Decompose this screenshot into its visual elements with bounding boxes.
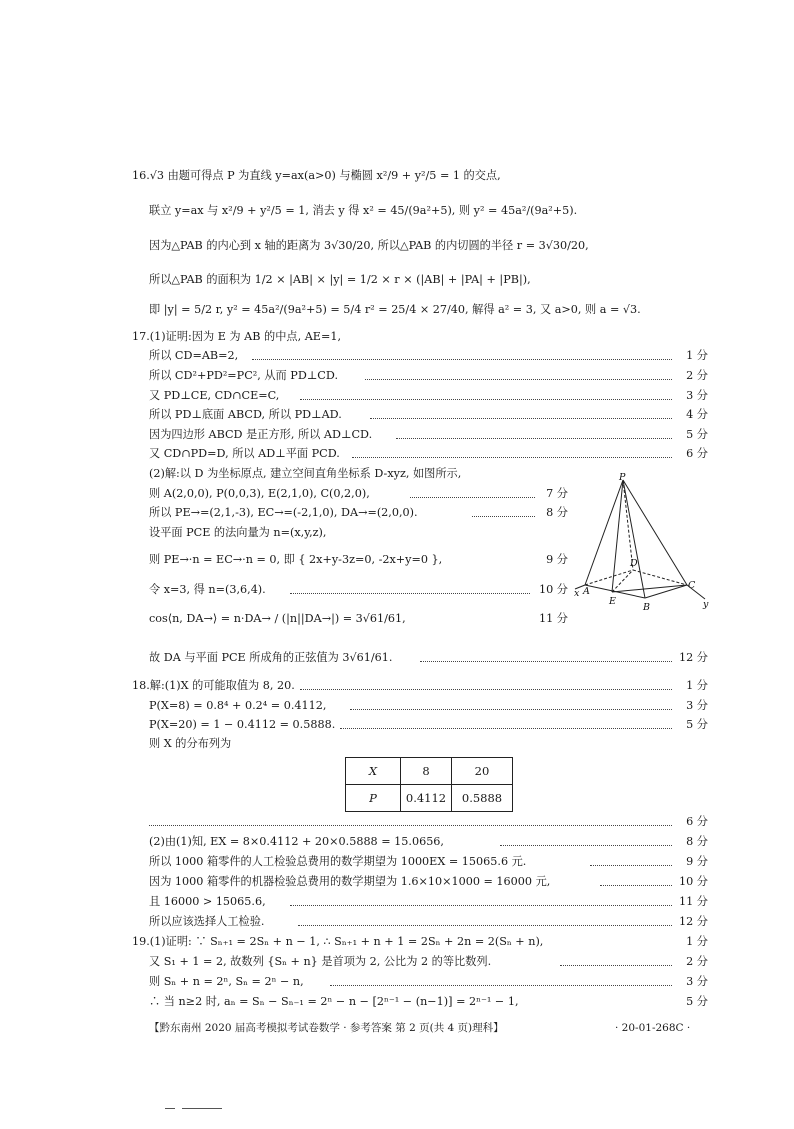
line-18-4 <box>0 734 794 754</box>
score: 12 分 <box>679 915 708 928</box>
line-text: 19.(1)证明: ∵ Sₙ₊₁ = 2Sₙ + n − 1, ∴ Sₙ₊₁ + n + 1 = 2Sₙ + 2n = 2(Sₙ + n), <box>132 935 544 948</box>
line-text: 因为四边形 ABCD 是正方形, 所以 AD⊥CD. <box>149 428 373 441</box>
score: 10 分 <box>539 583 568 596</box>
line-text: 因为△PAB 的内心到 x 轴的距离为 3√30/20, 所以△PAB 的内切圆的半径 r = 3√30/20, <box>149 239 589 252</box>
leader-dots <box>350 709 672 710</box>
table-cell: X <box>346 758 401 785</box>
score: 2 分 <box>686 955 708 968</box>
score: 1 分 <box>686 349 708 362</box>
leader-dots <box>149 825 672 826</box>
label-x: x <box>574 588 580 599</box>
leader-dots <box>410 497 535 498</box>
line-text: 17.(1)证明:因为 E 为 AB 的中点, AE=1, <box>132 330 342 343</box>
line-18-9 <box>0 892 794 912</box>
score: 10 分 <box>679 875 708 888</box>
line-text: 则 PE→·n = EC→·n = 0, 即 { 2x+y-3z=0, -2x+y=0 }, <box>149 553 443 566</box>
score: 3 分 <box>686 699 708 712</box>
leader-dots <box>420 661 672 662</box>
score: 6 分 <box>686 815 708 828</box>
leader-dots <box>290 593 530 594</box>
line-18-10 <box>0 912 794 932</box>
score: 5 分 <box>686 995 708 1008</box>
line-text: P(X=20) = 1 − 0.4112 = 0.5888. <box>149 718 336 731</box>
scan-mark <box>165 1108 175 1109</box>
score: 9 分 <box>686 855 708 868</box>
label-y: y <box>703 599 709 610</box>
line-text: 故 DA 与平面 PCE 所成角的正弦值为 3√61/61. <box>149 651 393 664</box>
line-17-3 <box>0 366 794 386</box>
line-16-4 <box>0 270 794 290</box>
footer-right: · 20-01-268C · <box>615 1022 691 1034</box>
line-text: 设平面 PCE 的法向量为 n=(x,y,z), <box>149 526 327 539</box>
score: 3 分 <box>686 975 708 988</box>
leader-dots <box>500 845 672 846</box>
score: 6 分 <box>686 447 708 460</box>
edge-PE <box>612 480 623 592</box>
line-text: 联立 y=ax 与 x²/9 + y²/5 = 1, 消去 y 得 x² = 45/(9a²+5), 则 y² = 45a²/(9a²+5). <box>149 204 578 217</box>
line-text: 又 PD⊥CE, CD∩CE=C, <box>149 389 280 402</box>
line-text: 因为 1000 箱零件的机器检验总费用的数学期望为 1.6×10×1000 = 16000 元, <box>149 875 551 888</box>
line-text: 则 A(2,0,0), P(0,0,3), E(2,1,0), C(0,2,0), <box>149 487 370 500</box>
label-P: P <box>619 472 626 483</box>
line-text: 则 X 的分布列为 <box>149 737 232 750</box>
line-18-7 <box>0 852 794 872</box>
leader-dots <box>300 689 672 690</box>
leader-dots <box>252 359 672 360</box>
score: 4 分 <box>686 408 708 421</box>
score: 9 分 <box>546 553 568 566</box>
line-text: 即 |y| = 5/2 r, y² = 45a²/(9a²+5) = 5/4 r² = 25/4 × 27/40, 解得 a² = 3, 又 a>0, 则 a = √3. <box>149 303 641 316</box>
score: 8 分 <box>686 835 708 848</box>
score: 5 分 <box>686 428 708 441</box>
line-text: cos⟨n, DA→⟩ = n·DA→ / (|n||DA→|) = 3√61/61, <box>149 612 406 625</box>
table-row <box>346 758 513 785</box>
edge-PA <box>585 480 623 585</box>
leader-dots <box>300 399 672 400</box>
score: 1 分 <box>686 935 708 948</box>
score: 1 分 <box>686 679 708 692</box>
line-text: 所以 PE→=(2,1,-3), EC→=(-2,1,0), DA→=(2,0,0). <box>149 506 418 519</box>
line-text: 令 x=3, 得 n=(3,6,4). <box>149 583 266 596</box>
line-17-5 <box>0 405 794 425</box>
label-D: D <box>630 558 638 569</box>
line-16-1 <box>0 166 794 186</box>
line-text: 18.解:(1)X 的可能取值为 8, 20. <box>132 679 295 692</box>
line-text: 又 S₁ + 1 = 2, 故数列 {Sₙ + n} 是首项为 2, 公比为 2 的等比数列. <box>149 955 492 968</box>
label-A: A <box>583 586 590 597</box>
line-text: 所以△PAB 的面积为 1/2 × |AB| × |y| = 1/2 × r × (|AB| + |PA| + |PB|), <box>149 273 531 286</box>
line-17-4 <box>0 386 794 406</box>
footer-left: 【黔东南州 2020 届高考模拟考试卷数学 · 参考答案 第 2 页(共 4 页)理科】 <box>149 1022 504 1034</box>
table-row <box>346 785 513 812</box>
pyramid-figure <box>575 470 715 615</box>
line-18-5 <box>0 812 794 832</box>
line-text: ∴ 当 n≥2 时, aₙ = Sₙ − Sₙ₋₁ = 2ⁿ − n − [2ⁿ⁻¹ − (n−1)] = 2ⁿ⁻¹ − 1, <box>149 995 519 1008</box>
line-text: 所以 PD⊥底面 ABCD, 所以 PD⊥AD. <box>149 408 342 421</box>
label-E: E <box>609 596 616 607</box>
line-16-2 <box>0 201 794 221</box>
line-text: 所以 1000 箱零件的人工检验总费用的数学期望为 1000EX = 15065.6 元. <box>149 855 527 868</box>
line-18-6 <box>0 832 794 852</box>
line-19-3 <box>0 972 794 992</box>
line-text: 16.√3 由题可得点 P 为直线 y=ax(a>0) 与椭圆 x²/9 + y²/5 = 1 的交点, <box>132 169 501 182</box>
line-17-15 <box>0 648 794 668</box>
scan-mark <box>182 1108 222 1109</box>
line-19-2 <box>0 952 794 972</box>
leader-dots <box>560 965 672 966</box>
score: 12 分 <box>679 651 708 664</box>
line-19-4 <box>0 992 794 1012</box>
label-B: B <box>643 602 650 613</box>
line-text: P(X=8) = 0.8⁴ + 0.2⁴ = 0.4112, <box>149 699 327 712</box>
leader-dots <box>290 905 672 906</box>
leader-dots <box>298 925 672 926</box>
line-text: (2)解:以 D 为坐标原点, 建立空间直角坐标系 D-xyz, 如图所示, <box>149 467 462 480</box>
line-17-1 <box>0 327 794 347</box>
leader-dots <box>396 438 672 439</box>
label-C: C <box>688 580 696 591</box>
table-cell: 8 <box>401 758 452 785</box>
edge-ED-hidden <box>612 570 633 592</box>
score: 5 分 <box>686 718 708 731</box>
line-text: 所以 CD²+PD²=PC², 从而 PD⊥CD. <box>149 369 338 382</box>
line-16-5 <box>0 300 794 320</box>
line-18-2 <box>0 696 794 716</box>
line-17-2 <box>0 346 794 366</box>
distribution-table <box>345 757 513 812</box>
leader-dots <box>340 728 672 729</box>
line-17-7 <box>0 444 794 464</box>
score: 8 分 <box>546 506 568 519</box>
line-text: 所以应该选择人工检验. <box>149 915 265 928</box>
leader-dots <box>352 457 672 458</box>
line-text: 则 Sₙ + n = 2ⁿ, Sₙ = 2ⁿ − n, <box>149 975 304 988</box>
table-cell: 0.5888 <box>452 785 513 812</box>
page-footer <box>0 1018 794 1038</box>
score: 11 分 <box>539 612 568 625</box>
score: 11 分 <box>679 895 708 908</box>
line-19-1 <box>0 932 794 952</box>
score: 2 分 <box>686 369 708 382</box>
line-18-8 <box>0 872 794 892</box>
line-text: 又 CD∩PD=D, 所以 AD⊥平面 PCD. <box>149 447 340 460</box>
line-text: 所以 CD=AB=2, <box>149 349 239 362</box>
table-cell: P <box>346 785 401 812</box>
table-cell: 0.4112 <box>401 785 452 812</box>
leader-dots <box>330 985 672 986</box>
line-text: (2)由(1)知, EX = 8×0.4112 + 20×0.5888 = 15.0656, <box>149 835 444 848</box>
score: 7 分 <box>546 487 568 500</box>
score: 3 分 <box>686 389 708 402</box>
line-text: 且 16000 > 15065.6, <box>149 895 266 908</box>
line-16-3 <box>0 236 794 256</box>
line-17-6 <box>0 425 794 445</box>
line-18-1 <box>0 676 794 696</box>
table-cell: 20 <box>452 758 513 785</box>
leader-dots <box>370 418 672 419</box>
leader-dots <box>365 379 672 380</box>
line-18-3 <box>0 715 794 735</box>
